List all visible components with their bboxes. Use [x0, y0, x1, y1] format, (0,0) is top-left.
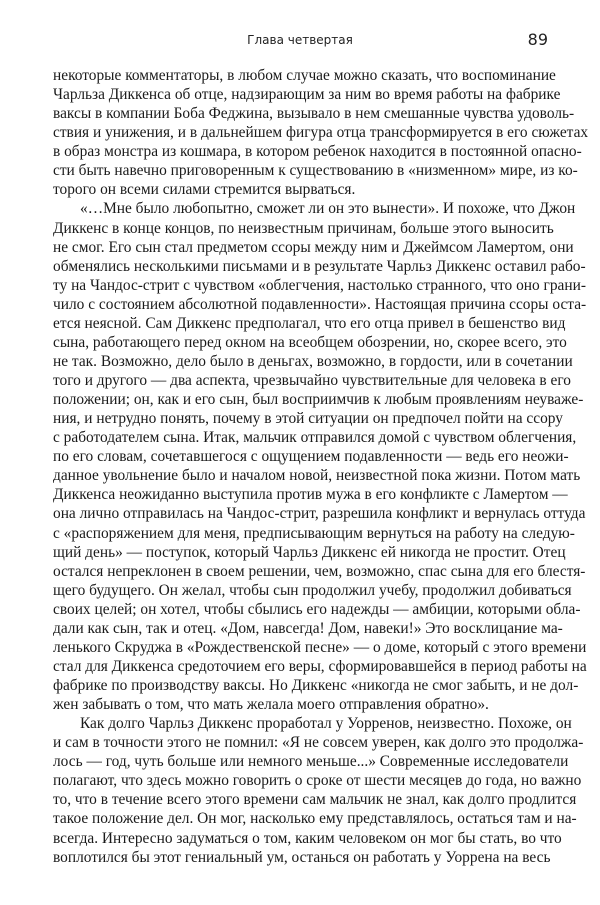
text-line: лось — год, чуть больше или немного меньше...» Современные исследователи — [53, 753, 569, 771]
text-line: щего будущего. Он желал, чтобы сын продолжил учебу, продолжил добиваться — [53, 581, 572, 599]
text-line: по его словам, сочетавшегося с ощущением подавленности — ведь его неожи- — [53, 448, 569, 466]
text-line: Диккенс в конце концов, по неизвестным причинам, больше этого выносить — [53, 219, 554, 237]
text-line: Диккенса неожиданно выступила против мужа в его конфликте с Ламертом — — [53, 486, 568, 504]
text-line: некоторые комментаторы, в любом случае можно сказать, что воспоминание — [53, 67, 556, 84]
text-line: чило с состоянием абсолютной подавленности». Настоящая причина ссоры оста- — [53, 295, 587, 313]
text-line: всегда. Интересно задуматься о том, каким человеком он мог бы стать, во что — [53, 829, 562, 847]
text-line: стал для Диккенса средоточием его веры, сформировавшейся в период работы на — [53, 657, 587, 675]
text-line: того и другого — два аспекта, чрезвычайно чувствительные для человека в его — [53, 372, 571, 389]
text-line: остался непреклонен в своем решении, чем, возможно, спас сына для его блестя- — [53, 562, 586, 580]
text-line: не смог. Его сын стал предметом ссоры между ним и Джеймсом Ламертом, они — [53, 238, 574, 256]
text-line: щий день» — поступок, который Чарльз Диккенс ей никогда не простит. Отец — [53, 543, 566, 561]
running-header-chapter: Глава четвертая — [247, 33, 353, 47]
text-line: Чарльза Диккенса об отце, надзирающим за ним во время работы на фабрике — [53, 86, 561, 104]
text-line: то, что в течение всего этого времени сам мальчик не знал, как долго продлится — [53, 791, 577, 809]
text-line: воплотился бы этот гениальный ум, останься он работать у Уоррена на весь — [53, 848, 551, 866]
text-line: обменялись несколькими письмами и в результате Чарльз Диккенс оставил рабо- — [53, 257, 586, 275]
text-line: ствия и унижения, и в дальнейшем фигура отца трансформируется в его сюжетах — [53, 124, 589, 142]
page-number: 89 — [527, 30, 548, 49]
text-line: ленького Скруджа в «Рождественской песне» — о доме, который с этого времени — [53, 638, 587, 656]
text-line: она лично отправилась на Чандос-стрит, разрешила конфликт и вернулась оттуда — [53, 505, 586, 523]
text-line: не так. Возможно, дело было в деньгах, возможно, в гордости, или в сочетании — [53, 352, 573, 370]
text-line: сти быть навечно приговоренным к существованию в «низменном» мире, из ко- — [53, 162, 578, 180]
text-line: ется неясной. Сам Диккенс предполагал, что его отца привел в бешенство вид — [53, 314, 566, 332]
text-line: своих целей; он хотел, чтобы сбылись его надежды — амбиции, которыми обла- — [53, 600, 581, 618]
text-line: данное увольнение было и началом новой, неизвестной пока жизни. Потом мать — [53, 467, 581, 485]
text-line: дали как сын, так и отец. «Дом, навсегда! Дом, навеки!» Это восклицание ма- — [53, 619, 563, 637]
text-line: жен забывать о том, что мать желала моего отправления обратно». — [53, 696, 489, 714]
text-line: торого он всеми силами стремится вырваться. — [53, 181, 356, 199]
text-line: ваксы в компании Боба Феджина, вызывало в нем смешанные чувства удоволь- — [53, 105, 575, 123]
text-line: такое положение дел. Он мог, насколько ему представлялось, остаться там и на- — [53, 810, 577, 828]
text-line: ния, и нетрудно понять, почему в этой ситуации он предпочел пойти на ссору — [53, 410, 563, 428]
text-line: полагают, что здесь можно говорить о сроке от шести месяцев до года, но важно — [53, 772, 582, 790]
text-line: положении; он, как и его сын, был восприимчив к любым проявлениям неуваже- — [53, 391, 584, 409]
text-line: сына, работающего перед окном на всеобщем обозрении, но, скорее всего, это — [53, 333, 567, 351]
text-line: фабрике по производству ваксы. Но Диккенс «никогда не смог забыть, и не дол- — [53, 677, 579, 694]
text-line: с «распоряжением для меня, предписывающим вернуться на работу на следую- — [53, 524, 575, 542]
text-line: «…Мне было любопытно, сможет ли он это вынести». И похоже, что Джон — [80, 200, 576, 218]
text-line: ту на Чандос-стрит с чувством «облегчения, настолько странного, что оно грани- — [53, 276, 586, 294]
text-line: и сам в точности этого не помнил: «Я не совсем уверен, как долго это продолжа- — [53, 734, 584, 752]
page-body-text — [53, 66, 589, 867]
text-line: в образ монстра из кошмара, в котором ребенок находится в постоянной опасно- — [53, 143, 582, 161]
text-line: с работодателем сына. Итак, мальчик отправился домой с чувством облегчения, — [53, 429, 577, 447]
text-line: Как долго Чарльз Диккенс проработал у Уорренов, неизвестно. Похоже, он — [80, 715, 572, 733]
